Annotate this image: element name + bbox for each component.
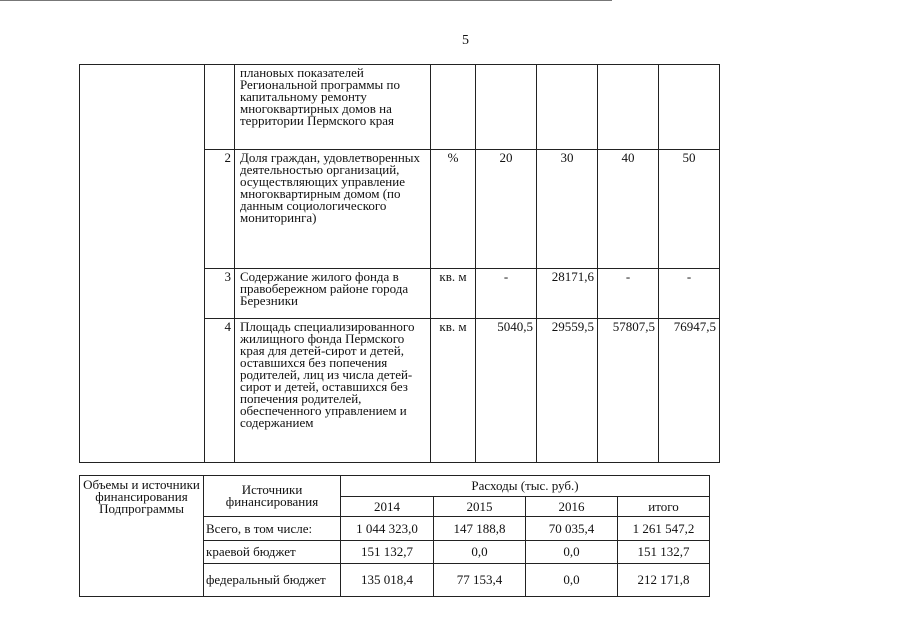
value-2014 xyxy=(476,65,537,150)
indicators-table xyxy=(79,64,720,463)
value-total: 76947,5 xyxy=(659,319,720,463)
financing-section-label: Объемы и источники финансирования Подпрограммы xyxy=(80,476,204,597)
merged-blank-cell xyxy=(80,65,205,463)
source-label: федеральный бюджет xyxy=(204,564,341,597)
year-header: 2014 xyxy=(341,497,434,517)
amount-cell: 0,0 xyxy=(526,564,618,597)
expenses-header: Расходы (тыс. руб.) xyxy=(341,476,710,497)
indicator-name: плановых показателей Региональной программы по капитальному ремонту многоквартирных домов на территории Пермского края xyxy=(235,65,431,150)
row-number: 2 xyxy=(205,150,235,269)
amount-cell: 1 044 323,0 xyxy=(341,517,434,541)
top-rule xyxy=(0,0,612,1)
row-number xyxy=(205,65,235,150)
financing-table xyxy=(79,475,710,597)
row-number: 3 xyxy=(205,269,235,319)
unit-cell: кв. м xyxy=(431,319,476,463)
page-number: 5 xyxy=(462,33,469,48)
source-label: Всего, в том числе: xyxy=(204,517,341,541)
amount-cell: 212 171,8 xyxy=(618,564,710,597)
indicator-name: Площадь специализированного жилищного фонда Пермского края для детей-сирот и детей, оставшихся без попечения родителей, лиц из числа детей-сирот и детей, оставшихся без попечения родителей, обеспеченного управлением и содержанием xyxy=(235,319,431,463)
year-header: итого xyxy=(618,497,710,517)
indicator-name: Содержание жилого фонда в правобережном районе города Березники xyxy=(235,269,431,319)
row-number: 4 xyxy=(205,319,235,463)
value-2016 xyxy=(598,65,659,150)
amount-cell: 1 261 547,2 xyxy=(618,517,710,541)
unit-cell: кв. м xyxy=(431,269,476,319)
table-row xyxy=(80,476,710,497)
amount-cell: 147 188,8 xyxy=(434,517,526,541)
value-2016: - xyxy=(598,269,659,319)
amount-cell: 151 132,7 xyxy=(341,541,434,564)
value-total: 50 xyxy=(659,150,720,269)
year-header: 2015 xyxy=(434,497,526,517)
amount-cell: 0,0 xyxy=(526,541,618,564)
value-2014: - xyxy=(476,269,537,319)
value-2015: 28171,6 xyxy=(537,269,598,319)
value-2014: 20 xyxy=(476,150,537,269)
source-label: краевой бюджет xyxy=(204,541,341,564)
amount-cell: 135 018,4 xyxy=(341,564,434,597)
sources-header: Источники финансирования xyxy=(204,476,341,517)
value-2015: 29559,5 xyxy=(537,319,598,463)
value-2016: 40 xyxy=(598,150,659,269)
amount-cell: 70 035,4 xyxy=(526,517,618,541)
value-total: - xyxy=(659,269,720,319)
amount-cell: 77 153,4 xyxy=(434,564,526,597)
amount-cell: 0,0 xyxy=(434,541,526,564)
value-2015 xyxy=(537,65,598,150)
value-total xyxy=(659,65,720,150)
value-2015: 30 xyxy=(537,150,598,269)
unit-cell xyxy=(431,65,476,150)
amount-cell: 151 132,7 xyxy=(618,541,710,564)
value-2016: 57807,5 xyxy=(598,319,659,463)
value-2014: 5040,5 xyxy=(476,319,537,463)
indicator-name: Доля граждан, удовлетворенных деятельностью организаций, осуществляющих управление многоквартирным домом (по данным социологического мониторинга) xyxy=(235,150,431,269)
year-header: 2016 xyxy=(526,497,618,517)
unit-cell: % xyxy=(431,150,476,269)
table-row xyxy=(80,65,720,150)
